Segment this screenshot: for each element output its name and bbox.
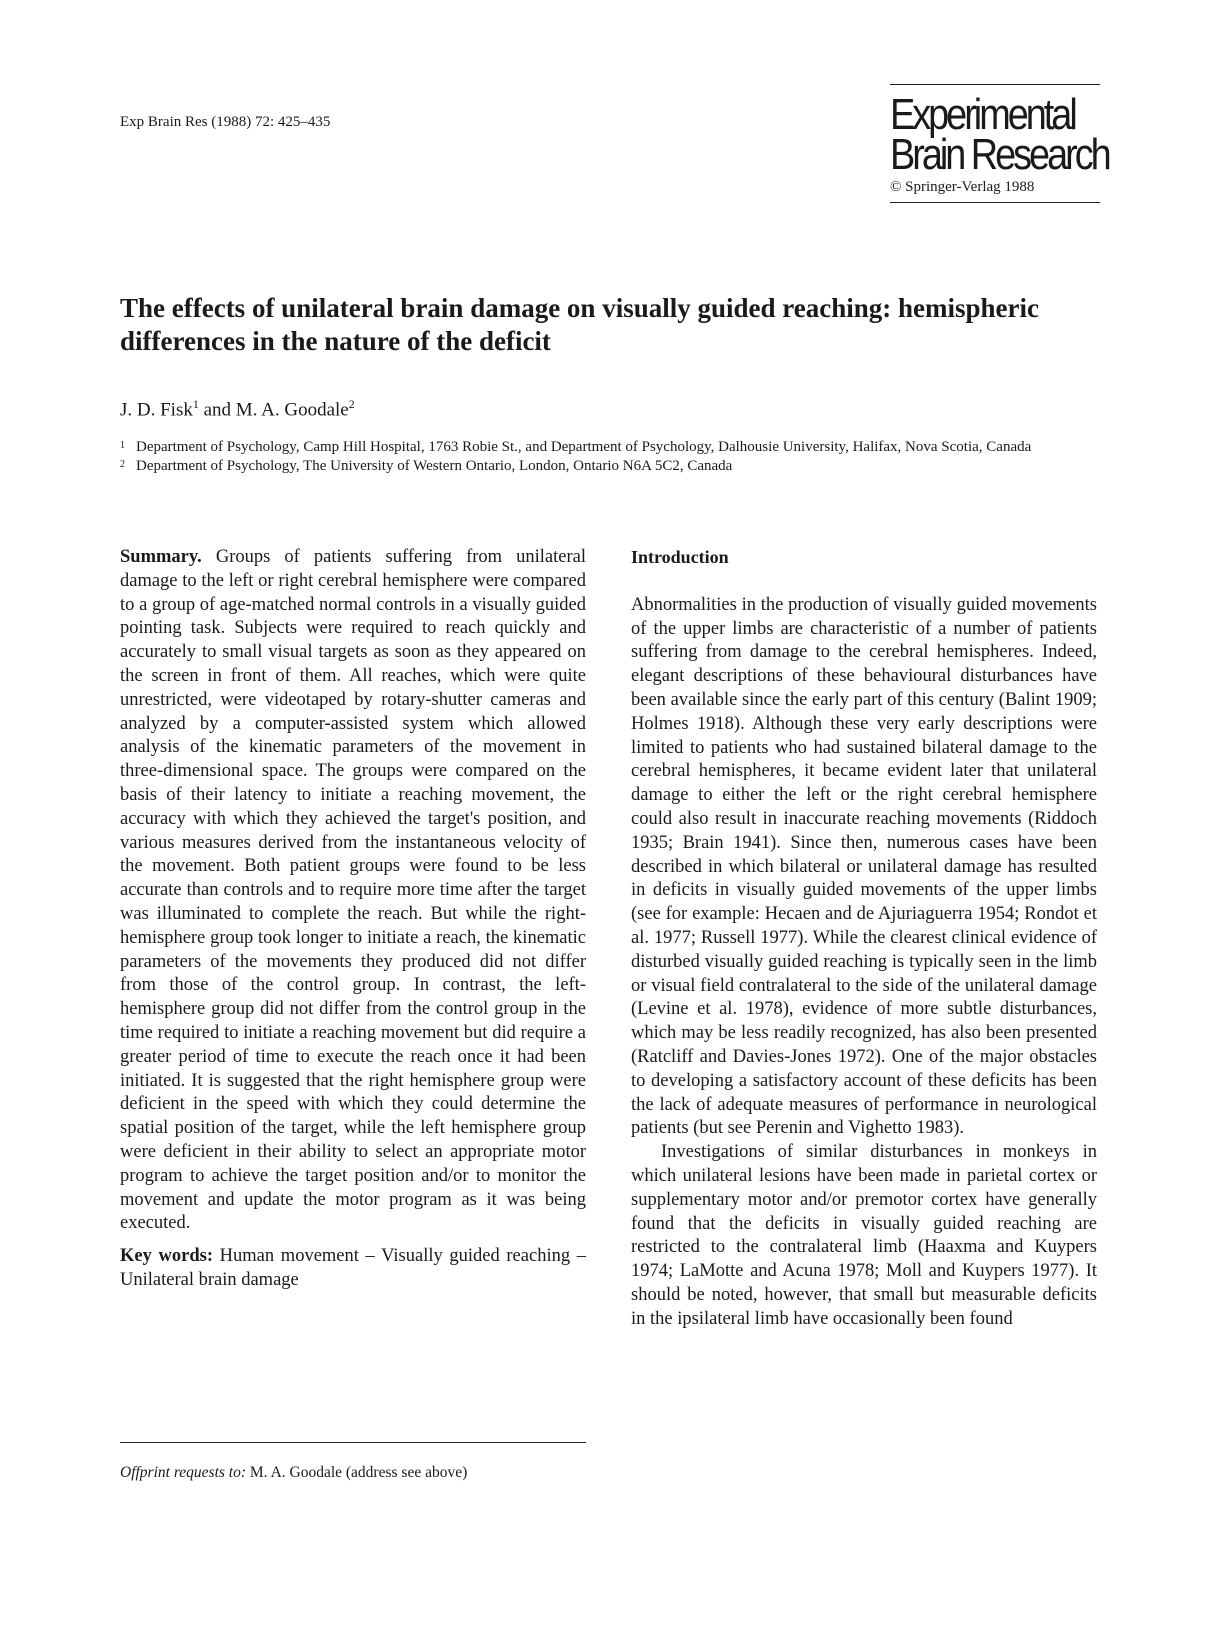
author-name: J. D. Fisk bbox=[120, 399, 193, 421]
affiliation-text: Department of Psychology, Camp Hill Hospital, 1763 Robie St., and Department of Psychology, Dalhousie University, Halifax, Nova Scotia, Canada bbox=[136, 439, 1032, 455]
affiliation-mark: 2 bbox=[120, 459, 125, 470]
affiliation-text: Department of Psychology, The University of Western Ontario, London, Ontario N6A 5C2, Canada bbox=[136, 458, 733, 474]
author-name: M. A. Goodale bbox=[235, 399, 349, 421]
author-affiliation-mark: 1 bbox=[192, 397, 199, 411]
author-joiner: and bbox=[203, 399, 232, 421]
right-column bbox=[631, 546, 1097, 1332]
offprint-text: M. A. Goodale (address see above) bbox=[249, 1464, 468, 1481]
footnote-rule bbox=[120, 1442, 586, 1443]
section-heading-introduction: Introduction bbox=[631, 547, 729, 567]
keywords-label: Key words: bbox=[120, 1246, 213, 1267]
copyright-notice: © Springer-Verlag 1988 bbox=[890, 179, 1035, 195]
offprint-footnote bbox=[120, 1464, 467, 1482]
affiliation-mark: 1 bbox=[120, 440, 125, 451]
affiliations bbox=[120, 438, 1120, 476]
author-line bbox=[120, 397, 355, 421]
journal-citation: Exp Brain Res (1988) 72: 425–435 bbox=[120, 114, 331, 130]
offprint-label: Offprint requests to: bbox=[120, 1464, 247, 1481]
journal-logo-line1: Experimental bbox=[890, 90, 1075, 139]
introduction-paragraph: Abnormalities in the production of visually guided movements of the upper limbs are characteristic of a number of patients suffering from damage to the cerebral hemispheres. Indeed, elegant descriptions of these behavioural disturbances have been available since the early part of this century (Balint 1909; Holmes 1918). Although these very early descriptions were limited to patients who had sustained bilateral damage to the cerebral hemispheres, it became evident later that unilateral damage to either the left or the right cerebral hemisphere could also result in inaccurate reaching movements (Riddoch 1935; Brain 1941). Since then, numerous cases have been described in which bilateral or unilateral damage has resulted in deficits in visually guided movements of the upper limbs (see for example: Hecaen and de Ajuriaguerra 1954; Rondot et al. 1977; Russell 1977). While the clearest clinical evidence of disturbed visually guided reaching is typically seen in the limb or visual field contralateral to the side of the unilateral damage (Levine et al. 1978), evidence of more subtle disturbances, which may be less readily recognized, has also been presented (Ratcliff and Davies-Jones 1972). One of the major obstacles to developing a satisfactory account of these deficits has been the lack of adequate measures of performance in neurological patients (but see Perenin and Vighetto 1983). bbox=[631, 594, 1097, 1139]
introduction-paragraph: Investigations of similar disturbances in monkeys in which unilateral lesions have been made in parietal cortex or supplementary motor and/or premotor cortex have generally found that the deficits in visually guided reaching are restricted to the contralateral limb (Haaxma and Kuypers 1974; LaMotte and Acuna 1978; Moll and Kuypers 1977). It should be noted, however, that small but measurable deficits in the ipsilateral limb have occasionally been found bbox=[631, 1142, 1097, 1329]
article-title: The effects of unilateral brain damage on visually guided reaching: hemispheric differences in the nature of the deficit bbox=[120, 293, 1039, 356]
masthead-bottom-rule bbox=[890, 202, 1100, 203]
summary-paragraph bbox=[120, 546, 586, 1236]
affiliation bbox=[120, 438, 1120, 457]
affiliation bbox=[120, 457, 1120, 476]
journal-logo bbox=[890, 90, 1109, 179]
journal-masthead bbox=[890, 84, 1109, 203]
author-affiliation-mark: 2 bbox=[348, 397, 355, 411]
summary-label: Summary. bbox=[120, 547, 202, 567]
left-column bbox=[120, 546, 586, 1293]
summary-text: Groups of patients suffering from unilateral damage to the left or right cerebral hemisphere were compared to a group of age-matched normal controls in a visually guided pointing task. Subjects were required to reach quickly and accurately to small visual targets as soon as they appeared on the screen in front of them. All reaches, which were quite unrestricted, were videotaped by rotary-shutter cameras and analyzed by a computer-assisted system which allowed analysis of the kinematic parameters of the movement in three-dimensional space. The groups were compared on the basis of their latency to initiate a reaching movement, the accuracy with which they achieved the target's position, and various measures derived from the instantaneous velocity of the movement. Both patient groups were found to be less accurate than controls and to require more time after the target was illuminated to complete the reach. But while the right-hemisphere group took longer to initiate a reach, the kinematic parameters of the movements they produced did not differ from those of the control group. In contrast, the left-hemisphere group did not differ from the control group in the time required to initiate a reaching movement but did require a greater period of time to execute the reach once it had been initiated. It is suggested that the right hemisphere group were deficient in the speed with which they could determine the spatial position of the target, while the left hemisphere group were deficient in their ability to select an appropriate motor program to achieve the target position and/or to monitor the movement and update the motor program as it was being executed. bbox=[120, 547, 587, 1234]
journal-logo-line2: Brain Research bbox=[890, 130, 1109, 179]
masthead-top-rule bbox=[890, 84, 1100, 85]
keywords-paragraph bbox=[120, 1245, 586, 1293]
keywords-text: Human movement – Visually guided reaching – Unilateral brain damage bbox=[120, 1246, 587, 1290]
